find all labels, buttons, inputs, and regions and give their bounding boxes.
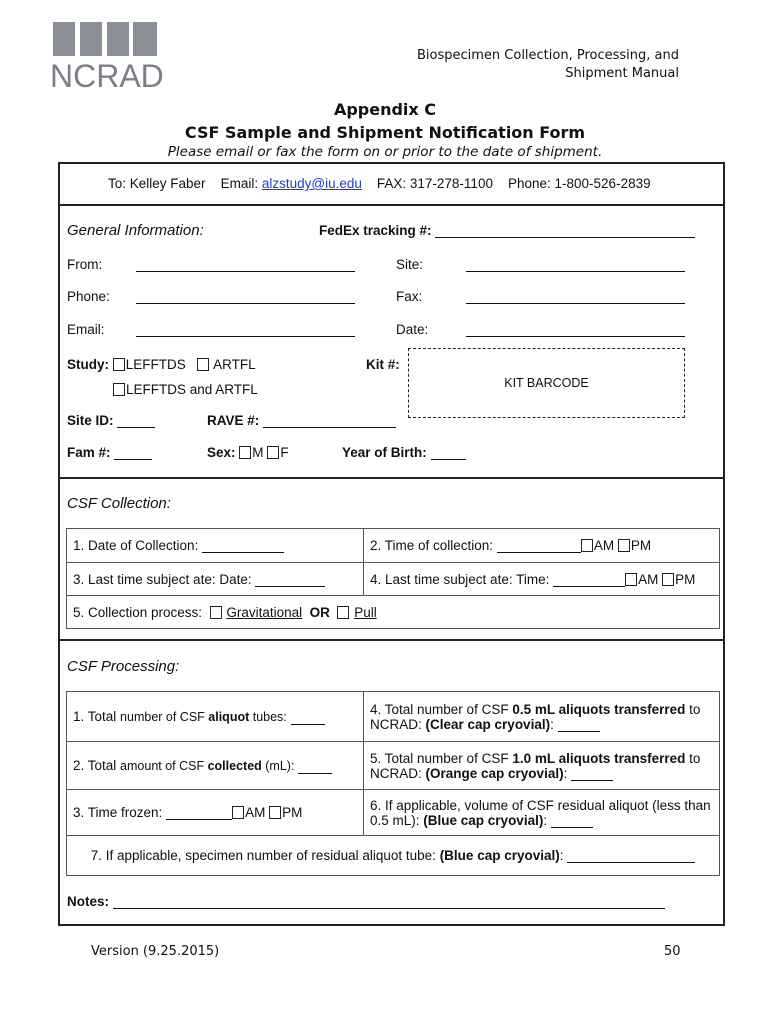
lefftds-checkbox[interactable] <box>113 358 125 371</box>
time-frozen-input[interactable] <box>166 806 232 820</box>
version-label: Version (9.25.2015) <box>91 944 220 959</box>
study-both-row: LEFFTDS and ARTFL <box>113 382 258 397</box>
csf-collection-heading: CSF Collection: <box>67 495 171 512</box>
last-ate-pm-checkbox[interactable] <box>662 573 674 586</box>
fax-input[interactable] <box>466 289 685 304</box>
fam-field: Fam #: <box>67 445 152 460</box>
divider <box>58 639 725 641</box>
sex-m-checkbox[interactable] <box>239 446 251 459</box>
last-ate-date-input[interactable] <box>255 573 325 587</box>
aliquot-tubes-input[interactable] <box>291 711 325 725</box>
last-ate-date-cell: 3. Last time subject ate: Date: <box>67 563 364 596</box>
aliquots-05-cell: 4. Total number of CSF 0.5 mL aliquots transferred to NCRAD: (Clear cap cryovial): <box>364 692 720 742</box>
pull-checkbox[interactable] <box>337 606 349 619</box>
time-frozen-cell: 3. Time frozen: AM PM <box>67 790 364 836</box>
study-row: Study: LEFFTDS ARTFL <box>67 357 256 372</box>
collection-am-checkbox[interactable] <box>581 539 593 552</box>
kit-barcode-label: KIT BARCODE <box>504 376 589 390</box>
collection-process-cell: 5. Collection process: Gravitational OR Pull <box>67 596 720 629</box>
manual-title: Biospecimen Collection, Processing, and Shipment Manual <box>416 48 679 81</box>
residual-tube-input[interactable] <box>567 850 695 863</box>
contact-to: To: Kelley Faber <box>108 176 206 191</box>
phone-input[interactable] <box>136 289 355 304</box>
aliquot-tubes-cell: 1. Total number of CSF aliquot tubes: <box>67 692 364 742</box>
email-field-label: Email: <box>67 322 105 337</box>
frozen-am-checkbox[interactable] <box>232 806 244 819</box>
aliquots-05-input[interactable] <box>558 719 600 732</box>
residual-volume-input[interactable] <box>551 815 593 828</box>
site-label: Site: <box>396 257 424 272</box>
ncrad-logo-graphic <box>53 22 157 56</box>
rave-input[interactable] <box>263 413 396 428</box>
rave-field: RAVE #: <box>207 413 396 428</box>
aliquots-10-input[interactable] <box>571 768 613 781</box>
email-label: Email: <box>220 176 259 191</box>
contact-fax: FAX: 317-278-1100 <box>376 176 493 191</box>
lefftds-artfl-checkbox[interactable] <box>113 383 125 396</box>
last-ate-am-checkbox[interactable] <box>625 573 637 586</box>
fedex-input[interactable] <box>435 223 695 238</box>
fedex-field: FedEx tracking #: <box>319 223 695 238</box>
contact-phone: Phone: 1-800-526-2839 <box>507 176 651 191</box>
form-title: CSF Sample and Shipment Notification Form <box>184 123 586 142</box>
amount-collected-input[interactable] <box>298 760 332 774</box>
from-input[interactable] <box>136 257 355 272</box>
date-input[interactable] <box>466 322 685 337</box>
email-link[interactable]: alzstudy@iu.edu <box>261 176 362 191</box>
divider <box>58 477 725 479</box>
last-ate-time-cell: 4. Last time subject ate: Time: AM PM <box>364 563 720 596</box>
collection-table <box>66 528 720 629</box>
email-input[interactable] <box>136 322 355 337</box>
residual-volume-cell: 6. If applicable, volume of CSF residual aliquot (less than 0.5 mL): (Blue cap cryovial): <box>364 790 720 836</box>
gravitational-checkbox[interactable] <box>210 606 222 619</box>
collection-date-cell: 1. Date of Collection: <box>67 529 364 563</box>
form-instruction: Please email or fax the form on or prior to the date of shipment. <box>167 144 603 160</box>
csf-processing-heading: CSF Processing: <box>67 658 180 675</box>
site-id-field: Site ID: <box>67 413 155 428</box>
sex-f-checkbox[interactable] <box>267 446 279 459</box>
collection-time-cell: 2. Time of collection: AM PM <box>364 529 720 563</box>
from-label: From: <box>67 257 103 272</box>
yob-input[interactable] <box>431 445 466 460</box>
general-info-heading: General Information: <box>67 222 204 239</box>
last-ate-time-input[interactable] <box>553 573 625 587</box>
collection-pm-checkbox[interactable] <box>618 539 630 552</box>
processing-table <box>66 691 720 876</box>
date-label: Date: <box>396 322 429 337</box>
frozen-pm-checkbox[interactable] <box>269 806 281 819</box>
amount-collected-cell: 2. Total amount of CSF collected (mL): <box>67 742 364 790</box>
fam-input[interactable] <box>114 445 152 460</box>
appendix-title: Appendix C <box>333 100 437 119</box>
aliquots-10-cell: 5. Total number of CSF 1.0 mL aliquots transferred to NCRAD: (Orange cap cryovial): <box>364 742 720 790</box>
collection-date-input[interactable] <box>202 539 284 553</box>
ncrad-logo-text: NCRAD <box>50 58 164 94</box>
divider <box>58 204 725 206</box>
fax-label: Fax: <box>396 289 423 304</box>
contact-row <box>108 176 651 191</box>
yob-field: Year of Birth: <box>342 445 466 460</box>
site-input[interactable] <box>466 257 685 272</box>
page-number: 50 <box>664 944 681 959</box>
artfl-checkbox[interactable] <box>197 358 209 371</box>
site-id-input[interactable] <box>117 413 155 428</box>
kit-label: Kit #: <box>366 357 400 372</box>
sex-field: Sex: M F <box>207 445 289 460</box>
notes-input[interactable] <box>113 894 665 909</box>
phone-label: Phone: <box>67 289 110 304</box>
residual-tube-cell: 7. If applicable, specimen number of residual aliquot tube: (Blue cap cryovial): <box>67 836 720 876</box>
collection-time-input[interactable] <box>497 539 581 553</box>
notes-field: Notes: <box>67 894 665 909</box>
